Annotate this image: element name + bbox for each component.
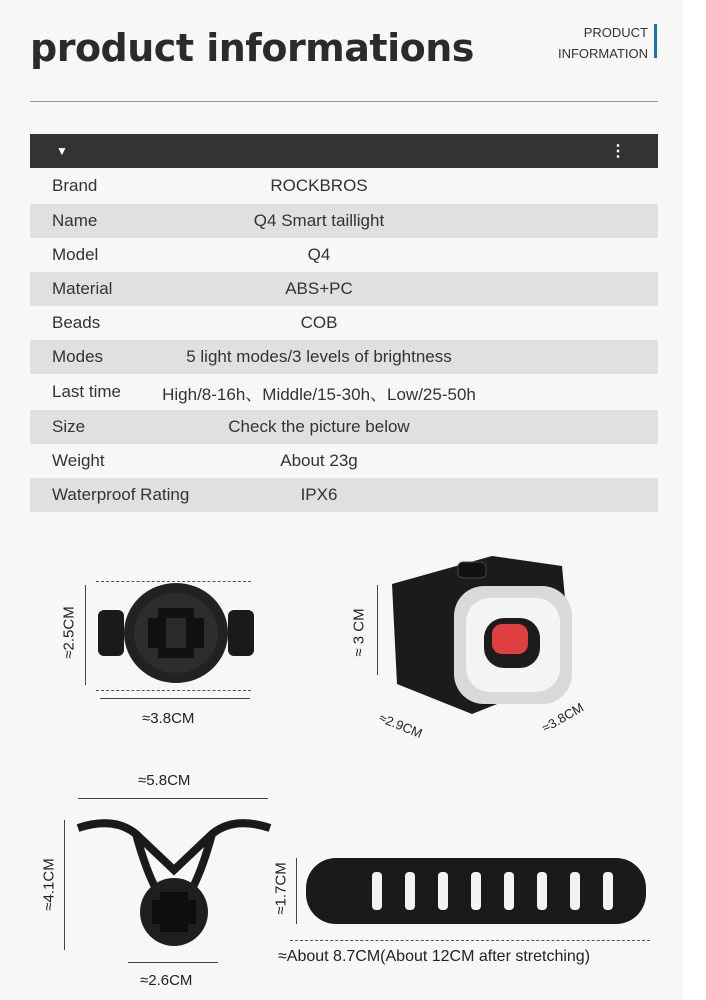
title-divider [30, 101, 658, 102]
spec-value-cell [180, 204, 658, 238]
strap-slot [438, 872, 448, 910]
caret-down-icon: ▼ [56, 144, 68, 158]
spec-value-cell [180, 444, 658, 478]
spec-row [30, 272, 658, 306]
light-width-label: ≈3.8CM [539, 699, 587, 736]
strap-slot [504, 872, 514, 910]
page-title: product informations [30, 26, 474, 70]
badge-line-1: PRODUCT [583, 25, 648, 40]
strap-slot [372, 872, 382, 910]
badge-accent-bar [654, 24, 657, 58]
spec-value-cell [180, 238, 658, 272]
strap-slot [603, 872, 613, 910]
strap-slot [471, 872, 481, 910]
spec-value: About 23g [280, 451, 358, 470]
mount-width-label: ≈3.8CM [142, 710, 195, 727]
strap-height-label: ≈1.7CM [272, 862, 290, 915]
spec-key: Waterproof Rating [52, 485, 190, 504]
spec-key: Name [52, 211, 98, 230]
strap-length-label: ≈About 8.7CM(About 12CM after stretching) [278, 948, 591, 965]
mount-height-label: ≈2.5CM [60, 606, 78, 659]
light-depth-label: ≈2.9CM [376, 710, 425, 741]
spec-row [30, 410, 658, 444]
spec-value-cell [180, 410, 658, 444]
spec-value-cell [162, 374, 658, 410]
spec-value: ROCKBROS [270, 176, 368, 195]
spec-value: Q4 [307, 245, 331, 264]
taillight-illustration [372, 554, 582, 724]
spec-key: Brand [52, 176, 98, 195]
spec-value-cell [180, 478, 658, 512]
spec-row [30, 374, 658, 410]
spec-row [30, 444, 658, 478]
spec-row [30, 238, 658, 272]
spec-value: Check the picture below [228, 417, 410, 436]
bracket-illustration [74, 810, 274, 960]
more-vertical-icon: ⋮ [610, 143, 626, 160]
bracket-width-label: ≈5.8CM [138, 772, 191, 789]
strap-slot [537, 872, 547, 910]
spec-key: Material [52, 279, 113, 298]
strap-slot [570, 872, 580, 910]
spec-value: IPX6 [300, 485, 338, 504]
spec-value: High/8-16h、Middle/15-30h、Low/25-50h [162, 384, 476, 404]
spec-key: Model [52, 245, 99, 264]
bracket-height-label: ≈4.1CM [40, 858, 58, 911]
spec-value: COB [300, 313, 338, 332]
spec-value-cell [180, 168, 658, 204]
spec-value: 5 light modes/3 levels of brightness [186, 347, 452, 366]
spec-key: Modes [52, 347, 104, 366]
right-margin [683, 0, 706, 1000]
spec-row [30, 340, 658, 374]
spec-key: Size [52, 417, 86, 436]
spec-value-cell [180, 272, 658, 306]
spec-value: Q4 Smart taillight [253, 211, 385, 230]
strap-slot [405, 872, 415, 910]
strap-illustration [306, 858, 646, 924]
mount-illustration [96, 582, 256, 692]
spec-value: ABS+PC [285, 279, 353, 298]
spec-row [30, 478, 658, 512]
bracket-base-label: ≈2.6CM [140, 972, 193, 989]
spec-value-cell [180, 340, 658, 374]
spec-key: Beads [52, 313, 101, 332]
spec-row [30, 204, 658, 238]
section-badge [548, 22, 648, 64]
spec-row [30, 168, 658, 204]
light-height-label: ≈ 3 CM [350, 608, 368, 657]
spec-table-header [30, 134, 658, 168]
spec-key: Weight [52, 451, 105, 470]
badge-line-2: INFORMATION [557, 46, 648, 61]
spec-table [30, 168, 658, 512]
spec-key: Last time [52, 382, 121, 401]
spec-value-cell [180, 306, 658, 340]
spec-row [30, 306, 658, 340]
